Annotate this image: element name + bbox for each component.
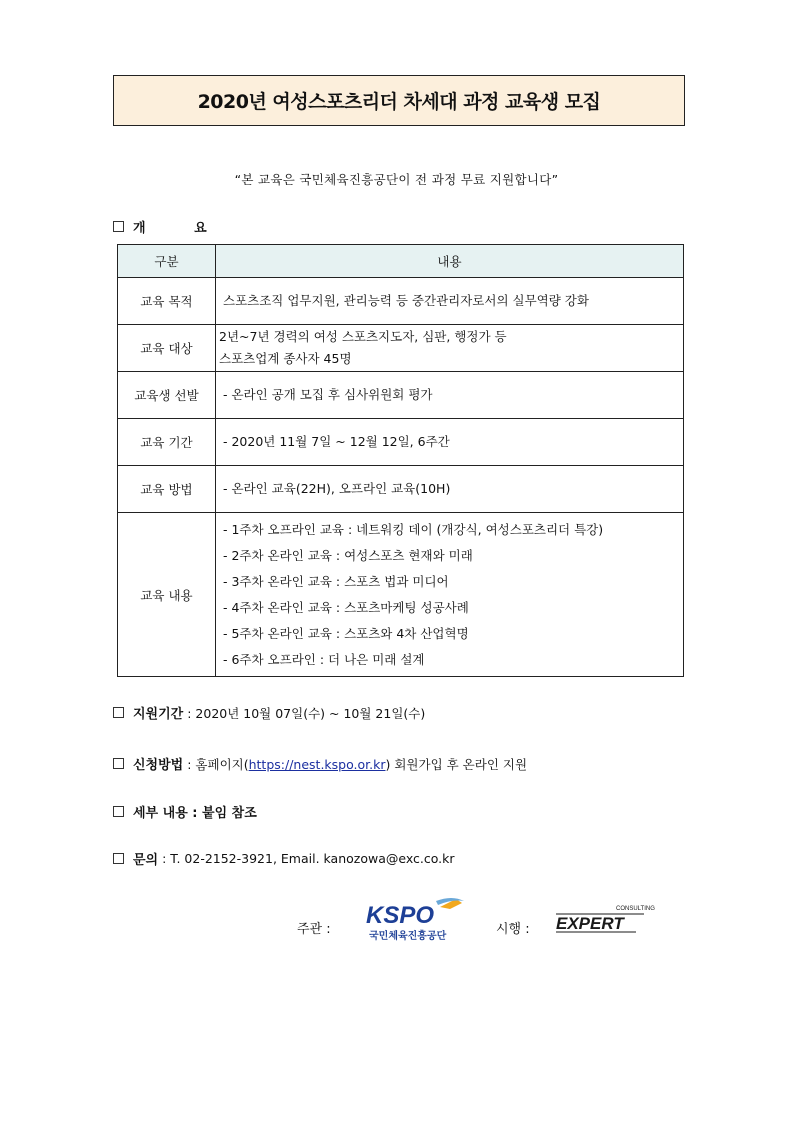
row-value: [216, 513, 684, 677]
apply-method-text: [187, 755, 527, 773]
row-key: 교육생 선발: [118, 372, 216, 419]
row-value: [216, 466, 684, 513]
details-label: 세부 내용 : 붙임 참조: [133, 806, 257, 821]
expert-logo: [556, 903, 655, 939]
apply-period: [113, 703, 425, 722]
contact-text: : T. 02-2152-3921, Email. kanozowa@exc.co.kr: [162, 851, 455, 866]
table-header-val: 내용: [216, 245, 684, 278]
row-key: 교육 대상: [118, 325, 216, 372]
row-line: 스포츠조직 업무지원, 관리능력 등 중간관리자로서의 실무역량 강화: [223, 293, 589, 308]
subtitle: “본 교육은 국민체육진흥공단이 전 과정 무료 지원합니다”: [234, 172, 559, 187]
table-row: [118, 419, 684, 466]
row-value: [216, 278, 684, 325]
row-line: - 2주차 온라인 교육 : 여성스포츠 현재와 미래: [223, 547, 473, 563]
host-label: 주관 :: [297, 922, 331, 937]
overview-heading: [113, 217, 229, 236]
row-line: - 5주차 온라인 교육 : 스포츠와 4차 산업혁명: [223, 625, 469, 641]
apply-method-prefix: : 홈페이지(: [187, 756, 249, 772]
table-header-row: [118, 245, 684, 278]
checkbox-icon: [113, 758, 124, 769]
row-line: - 4주차 온라인 교육 : 스포츠마케팅 성공사례: [223, 599, 469, 615]
table-row: [118, 372, 684, 419]
row-line: - 온라인 교육(22H), 오프라인 교육(10H): [223, 481, 451, 496]
kspo-logo: [366, 897, 468, 947]
checkbox-icon: [113, 853, 124, 864]
row-key: 교육 내용: [118, 513, 216, 677]
exec-label: 시행 :: [496, 922, 530, 937]
table-row: [118, 466, 684, 513]
kspo-logo-sub: 국민체육진흥공단: [369, 931, 447, 942]
kspo-logo-text: KSPO: [366, 902, 435, 929]
checkbox-icon: [113, 707, 124, 718]
row-line: - 6주차 오프라인 : 더 나은 미래 설계: [223, 651, 425, 667]
row-line: 2년~7년 경력의 여성 스포츠지도자, 심판, 행정가 등: [219, 329, 507, 344]
apply-period-text: : 2020년 10월 07일(수) ~ 10월 21일(수): [187, 705, 426, 721]
checkbox-icon: [113, 221, 124, 232]
page-title: 2020년 여성스포츠리더 차세대 과정 교육생 모집: [113, 75, 685, 126]
contact-label: 문의: [133, 853, 159, 868]
row-key: 교육 기간: [118, 419, 216, 466]
row-line: - 2020년 11월 7일 ~ 12월 12일, 6주간: [223, 434, 450, 449]
apply-period-label: 지원기간: [133, 707, 184, 722]
expert-logo-text: EXPERT: [556, 914, 624, 933]
table-row: [118, 325, 684, 372]
footer: [0, 893, 793, 943]
expert-logo-top: CONSULTING: [616, 906, 655, 912]
details: [113, 802, 257, 821]
homepage-link[interactable]: https://nest.kspo.or.kr: [248, 756, 386, 772]
apply-method-suffix: ) 회원가입 후 온라인 지원: [385, 756, 528, 772]
checkbox-icon: [113, 806, 124, 817]
row-value: [216, 419, 684, 466]
table-row: [118, 513, 684, 677]
overview-table: [117, 244, 684, 677]
table-header-key: 구분: [118, 245, 216, 278]
row-line: - 3주차 온라인 교육 : 스포츠 법과 미디어: [223, 573, 449, 589]
table-row: [118, 278, 684, 325]
row-line: - 1주차 오프라인 교육 : 네트워킹 데이 (개강식, 여성스포츠리더 특강): [223, 521, 604, 537]
row-key: 교육 목적: [118, 278, 216, 325]
row-value: [216, 372, 684, 419]
row-value: [216, 325, 684, 372]
overview-label: 개 요: [133, 221, 229, 236]
apply-method: [113, 754, 527, 773]
row-line: - 온라인 공개 모집 후 심사위원회 평가: [223, 387, 433, 402]
apply-method-label: 신청방법: [133, 758, 184, 773]
row-line: 스포츠업계 종사자 45명: [219, 351, 352, 366]
row-key: 교육 방법: [118, 466, 216, 513]
contact: [113, 849, 455, 868]
